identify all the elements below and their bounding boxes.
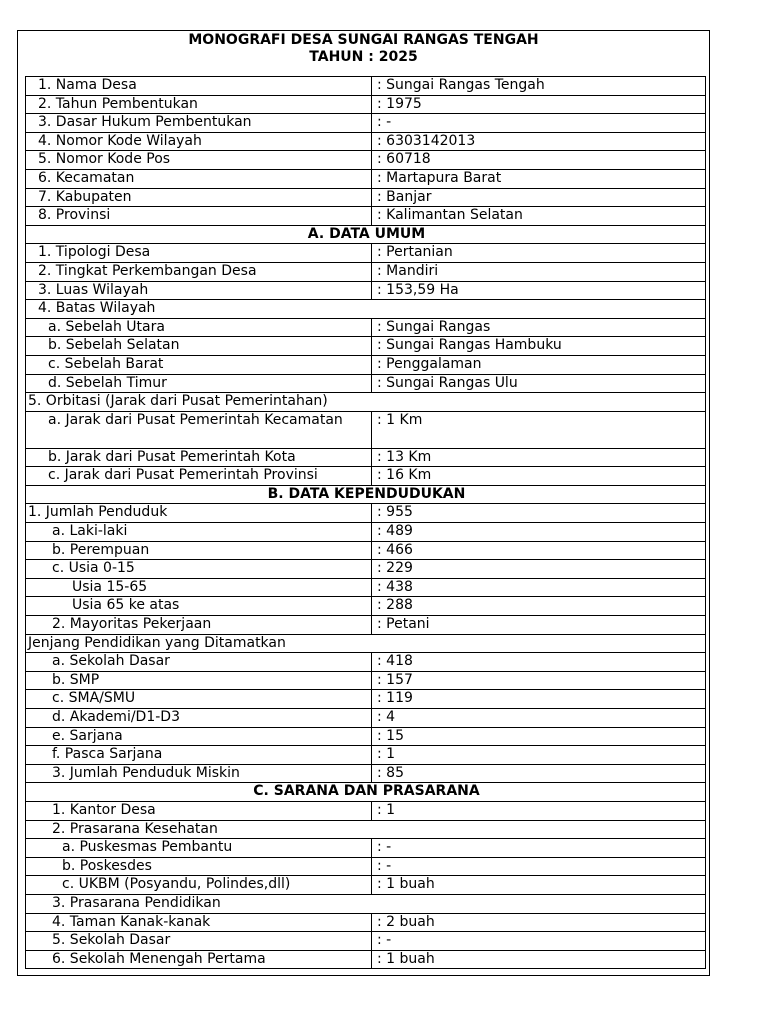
row-label: b. Poskesdes [26, 857, 372, 876]
row-value: : Kalimantan Selatan [372, 207, 706, 226]
section-header-row [26, 485, 706, 504]
row-label: c. Sebelah Barat [26, 355, 372, 374]
row-value: : Martapura Barat [372, 169, 706, 188]
row-value: : Banjar [372, 188, 706, 207]
table-row [26, 244, 706, 263]
group-label: 2. Prasarana Kesehatan [26, 820, 706, 839]
row-value: : 157 [372, 671, 706, 690]
row-label: b. Perempuan [26, 541, 372, 560]
document-title [18, 32, 709, 66]
row-value: : - [372, 857, 706, 876]
group-label-row [26, 393, 706, 412]
row-value: : 288 [372, 597, 706, 616]
row-label: 5. Sekolah Dasar [26, 932, 372, 951]
group-label-row [26, 820, 706, 839]
row-value: : 418 [372, 653, 706, 672]
section-header-row [26, 783, 706, 802]
title-line-2: TAHUN : 2025 [309, 49, 418, 65]
row-value: : Sungai Rangas [372, 318, 706, 337]
row-label: 2. Tingkat Perkembangan Desa [26, 262, 372, 281]
row-value: : 489 [372, 523, 706, 542]
row-label: 6. Kecamatan [26, 169, 372, 188]
table-row [26, 95, 706, 114]
row-value: : Pertanian [372, 244, 706, 263]
row-value: : 13 Km [372, 448, 706, 467]
table-row [26, 950, 706, 969]
table-row [26, 597, 706, 616]
section-header: C. SARANA DAN PRASARANA [26, 783, 706, 802]
row-value: : 6303142013 [372, 132, 706, 151]
row-label: 3. Luas Wilayah [26, 281, 372, 300]
row-value: : 1 buah [372, 950, 706, 969]
section-header: A. DATA UMUM [26, 225, 706, 244]
row-value: : Petani [372, 616, 706, 635]
table-row [26, 746, 706, 765]
row-label: e. Sarjana [26, 727, 372, 746]
table-row [26, 448, 706, 467]
table-row [26, 523, 706, 542]
row-value: : - [372, 932, 706, 951]
row-label: Usia 15-65 [26, 578, 372, 597]
row-label: 1. Jumlah Penduduk [26, 504, 372, 523]
row-value: : 1 buah [372, 876, 706, 895]
row-label: d. Akademi/D1-D3 [26, 709, 372, 728]
group-label: Jenjang Pendidikan yang Ditamatkan [26, 634, 706, 653]
row-value: : 153,59 Ha [372, 281, 706, 300]
section-header: B. DATA KEPENDUDUKAN [26, 485, 706, 504]
row-label: d. Sebelah Timur [26, 374, 372, 393]
row-label: c. SMA/SMU [26, 690, 372, 709]
row-value: : - [372, 114, 706, 133]
row-value: : Sungai Rangas Ulu [372, 374, 706, 393]
group-label: 3. Prasarana Pendidikan [26, 894, 706, 913]
table-row [26, 671, 706, 690]
row-label: 8. Provinsi [26, 207, 372, 226]
row-label: 4. Taman Kanak-kanak [26, 913, 372, 932]
row-label: 6. Sekolah Menengah Pertama [26, 950, 372, 969]
table-row [26, 411, 706, 448]
row-label: c. Usia 0-15 [26, 560, 372, 579]
title-line-1: MONOGRAFI DESA SUNGAI RANGAS TENGAH [188, 32, 539, 48]
row-label: Usia 65 ke atas [26, 597, 372, 616]
row-label: c. UKBM (Posyandu, Polindes,dll) [26, 876, 372, 895]
table-row [26, 151, 706, 170]
row-value: : 85 [372, 764, 706, 783]
table-row [26, 169, 706, 188]
group-label: 5. Orbitasi (Jarak dari Pusat Pemerintahan) [26, 393, 706, 412]
table-row [26, 504, 706, 523]
monografi-table [25, 76, 706, 969]
table-row [26, 690, 706, 709]
table-row [26, 932, 706, 951]
row-label: b. Jarak dari Pusat Pemerintah Kota [26, 448, 372, 467]
row-label: 3. Dasar Hukum Pembentukan [26, 114, 372, 133]
table-row [26, 374, 706, 393]
table-row [26, 727, 706, 746]
row-label: b. Sebelah Selatan [26, 337, 372, 356]
table-row [26, 188, 706, 207]
row-label: a. Sekolah Dasar [26, 653, 372, 672]
row-value: : 60718 [372, 151, 706, 170]
table-row [26, 281, 706, 300]
row-label: 7. Kabupaten [26, 188, 372, 207]
table-row [26, 857, 706, 876]
row-value: : Mandiri [372, 262, 706, 281]
row-value: : 15 [372, 727, 706, 746]
row-value: : 438 [372, 578, 706, 597]
table-row [26, 541, 706, 560]
table-row [26, 839, 706, 858]
table-row [26, 653, 706, 672]
row-value: : 1975 [372, 95, 706, 114]
table-row [26, 560, 706, 579]
table-row [26, 913, 706, 932]
group-label: 4. Batas Wilayah [26, 300, 706, 319]
section-header-row [26, 225, 706, 244]
table-row [26, 801, 706, 820]
row-value: : 955 [372, 504, 706, 523]
row-label: a. Puskesmas Pembantu [26, 839, 372, 858]
row-label: 3. Jumlah Penduduk Miskin [26, 764, 372, 783]
row-label: 2. Tahun Pembentukan [26, 95, 372, 114]
table-row [26, 77, 706, 96]
row-value: : Penggalaman [372, 355, 706, 374]
row-label: 1. Nama Desa [26, 77, 372, 96]
row-value: : 466 [372, 541, 706, 560]
table-row [26, 876, 706, 895]
row-value: : - [372, 839, 706, 858]
table-row [26, 616, 706, 635]
table-row [26, 578, 706, 597]
row-label: c. Jarak dari Pusat Pemerintah Provinsi [26, 467, 372, 486]
row-value: : 119 [372, 690, 706, 709]
table-row [26, 318, 706, 337]
row-value: : 2 buah [372, 913, 706, 932]
document-frame [17, 30, 710, 976]
table-row [26, 467, 706, 486]
table-row [26, 337, 706, 356]
row-value: : Sungai Rangas Hambuku [372, 337, 706, 356]
row-label: 1. Tipologi Desa [26, 244, 372, 263]
row-value: : 4 [372, 709, 706, 728]
row-label: b. SMP [26, 671, 372, 690]
table-row [26, 764, 706, 783]
table-row [26, 262, 706, 281]
row-value: : 1 [372, 746, 706, 765]
row-label: 5. Nomor Kode Pos [26, 151, 372, 170]
table-row [26, 132, 706, 151]
row-value: : Sungai Rangas Tengah [372, 77, 706, 96]
row-label: 4. Nomor Kode Wilayah [26, 132, 372, 151]
row-label: a. Laki-laki [26, 523, 372, 542]
row-value: : 1 [372, 801, 706, 820]
table-row [26, 207, 706, 226]
row-label: f. Pasca Sarjana [26, 746, 372, 765]
row-label: a. Jarak dari Pusat Pemerintah Kecamatan [26, 411, 372, 448]
row-value: : 229 [372, 560, 706, 579]
table-row [26, 114, 706, 133]
table-row [26, 709, 706, 728]
row-value: : 16 Km [372, 467, 706, 486]
row-value: : 1 Km [372, 411, 706, 448]
group-label-row [26, 634, 706, 653]
row-label: a. Sebelah Utara [26, 318, 372, 337]
group-label-row [26, 300, 706, 319]
group-label-row [26, 894, 706, 913]
row-label: 2. Mayoritas Pekerjaan [26, 616, 372, 635]
row-label: 1. Kantor Desa [26, 801, 372, 820]
table-row [26, 355, 706, 374]
